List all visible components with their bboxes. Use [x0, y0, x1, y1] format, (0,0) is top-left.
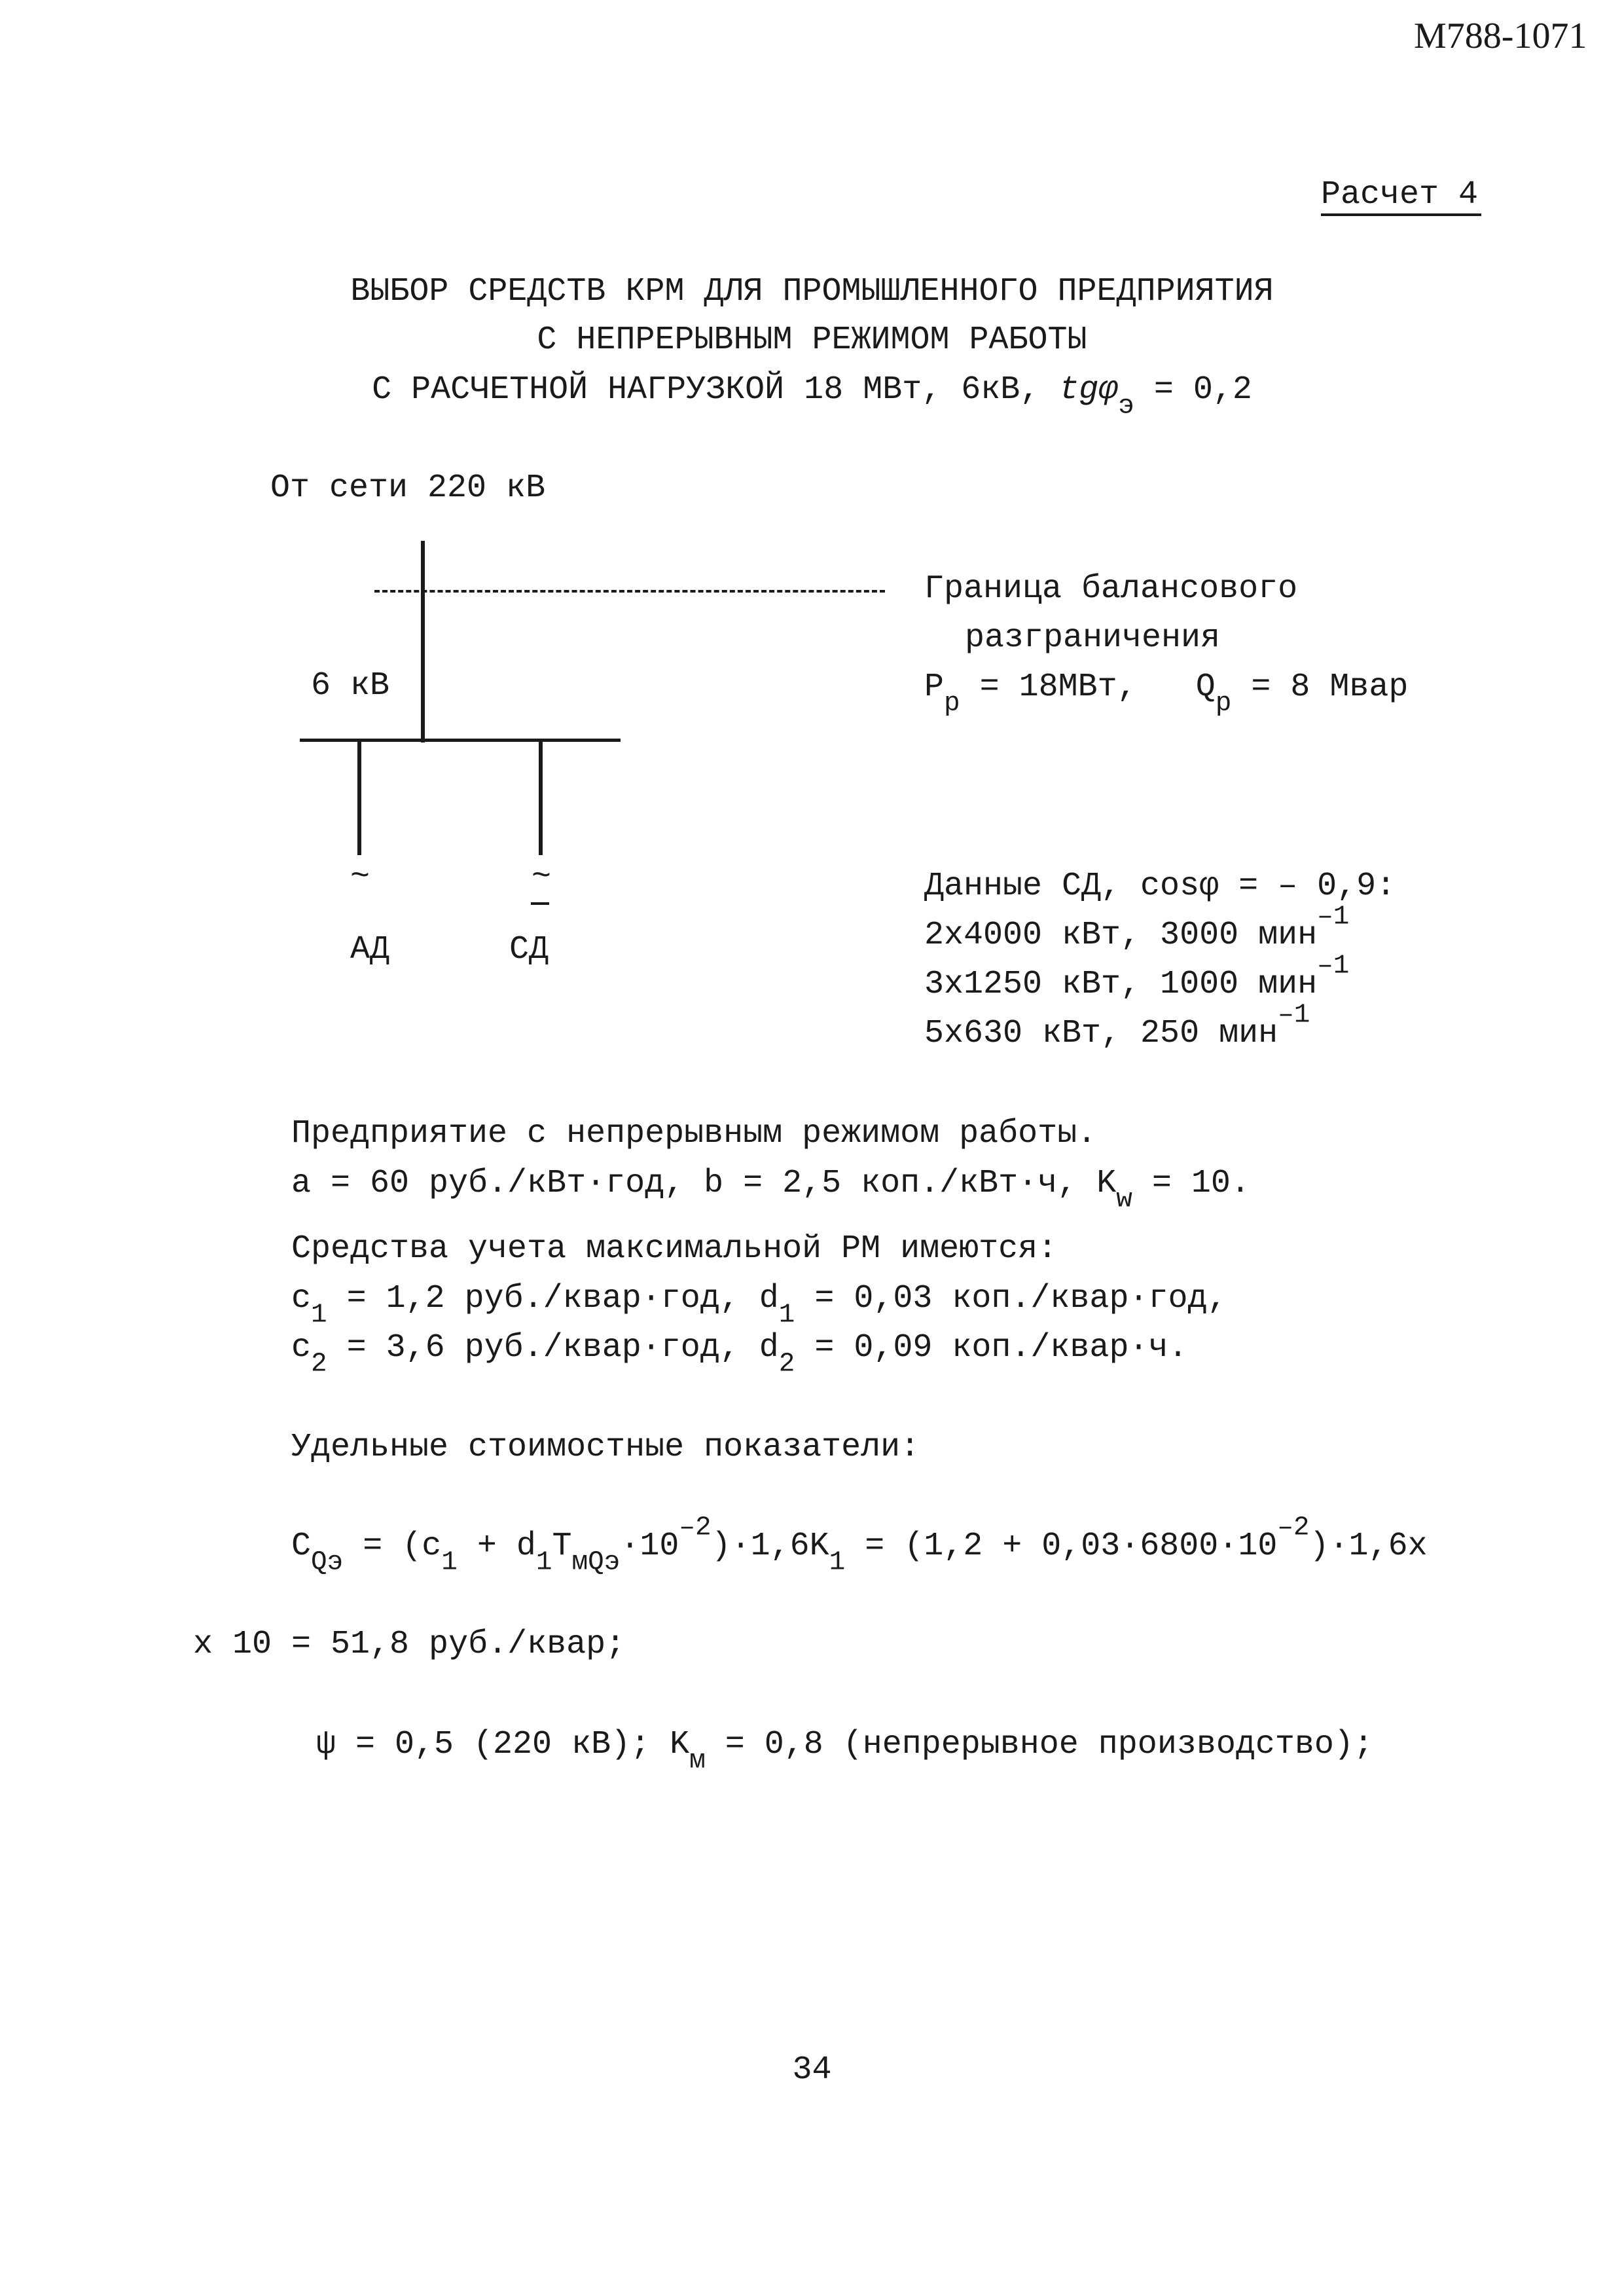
pp-symbol: P — [924, 669, 945, 706]
source-label: От сети 220 кВ — [270, 469, 546, 507]
feeder-line-sd — [539, 742, 543, 855]
pp-value: = 18МВт, — [960, 669, 1137, 706]
ad-label: АД — [350, 931, 390, 968]
c2-symbol: c — [291, 1329, 312, 1366]
d1-value: = 0,03 коп./квар·год, — [795, 1280, 1227, 1317]
coefficient-c2 — [291, 1329, 1188, 1380]
sd-item-2-text: 3x1250 кВт, 1000 мин — [924, 966, 1318, 1003]
title-line-3-prefix: С РАСЧЕТНОЙ НАГРУЗКОЙ 18 МВт, 6кВ, — [372, 371, 1060, 409]
paragraph-unit-costs: Удельные стоимостные показатели: — [291, 1429, 920, 1466]
incoming-line — [421, 541, 425, 742]
bus-voltage-label: 6 кВ — [311, 667, 390, 705]
f1-d-subscript: 1 — [829, 1547, 846, 1578]
boundary-label-1: Граница балансового — [924, 570, 1298, 608]
psi-text: ψ = 0,5 (220 кВ); K — [316, 1726, 690, 1763]
f1-exponent-1: –2 — [679, 1512, 712, 1543]
f1-a-subscript: 1 — [441, 1547, 458, 1578]
calculation-digit: 4 — [1458, 176, 1479, 213]
bus-bar-6kv — [300, 739, 621, 742]
tg-phi: tgφ — [1059, 371, 1119, 409]
km-text: = 0,8 (непрерывное производство); — [705, 1726, 1373, 1763]
tariff-end: = 10. — [1132, 1165, 1250, 1202]
f1-b-subscript: 1 — [535, 1547, 552, 1578]
sd-item-3 — [924, 1000, 1310, 1054]
d1-subscript: 1 — [778, 1300, 795, 1330]
document-code: М788-1071 — [1414, 16, 1587, 56]
sd-item-1-text: 2x4000 кВт, 3000 мин — [924, 917, 1318, 954]
d2-subscript: 2 — [778, 1349, 795, 1380]
sd-item-3-exponent: –1 — [1278, 1000, 1310, 1031]
coefficient-c1 — [291, 1279, 1227, 1330]
f1-exponent-2: –2 — [1277, 1512, 1310, 1543]
sd-label: СД — [509, 931, 549, 968]
f1-e: = (1,2 + 0,03·6800·10 — [845, 1528, 1278, 1565]
f1-c: C — [291, 1528, 312, 1565]
page-number: 34 — [792, 2051, 832, 2089]
calculation-underline — [1321, 213, 1481, 216]
f1-b: + d — [457, 1528, 536, 1565]
sd-item-1-exponent: –1 — [1317, 902, 1350, 932]
feeder-line-ad — [357, 742, 361, 855]
sd-motor-symbol: ~ — [532, 858, 552, 896]
tariff-text: a = 60 руб./кВт·год, b = 2,5 коп./кВт·ч, K — [291, 1165, 1117, 1202]
title-line-1: ВЫБОР СРЕДСТВ КРМ ДЛЯ ПРОМЫШЛЕННОГО ПРЕДПРИЯТИЯ — [350, 273, 1274, 310]
c1-subscript: 1 — [311, 1300, 327, 1330]
qp-value: = 8 Мвар — [1231, 669, 1409, 706]
sd-motor-symbol-bar — [531, 902, 549, 905]
sd-item-3-text: 5x630 кВт, 250 мин — [924, 1015, 1278, 1052]
kw-subscript: w — [1116, 1184, 1132, 1215]
calculation-label: Расчет — [1321, 176, 1439, 213]
paragraph-enterprise: Предприятие с непрерывным режимом работы. — [291, 1115, 1097, 1152]
paragraph-metering: Средства учета максимальной РМ имеются: — [291, 1230, 1058, 1268]
f1-a: = (c — [343, 1528, 442, 1565]
title-line-2: С НЕПРЕРЫВНЫМ РЕЖИМОМ РАБОТЫ — [537, 321, 1087, 359]
f1-t: T — [552, 1528, 572, 1565]
calculation-number — [1321, 175, 1478, 215]
d2-value: = 0,09 коп./квар·ч. — [795, 1329, 1188, 1366]
ad-motor-symbol: ~ — [350, 858, 370, 896]
c1-symbol: c — [291, 1280, 312, 1317]
c2-value: = 3,6 руб./квар·год, d — [327, 1329, 779, 1366]
power-values — [924, 668, 1409, 719]
boundary-label-2: разграничения — [965, 619, 1221, 657]
title-line-3-suffix: = 0,2 — [1134, 371, 1252, 409]
f1-t-subscript: мQэ — [571, 1547, 621, 1578]
sd-item-2 — [924, 951, 1350, 1004]
formula-cq — [291, 1512, 1428, 1578]
f1-pow: ·10 — [620, 1528, 679, 1565]
sd-item-1 — [924, 902, 1350, 955]
f1-d: )·1,6K — [711, 1528, 829, 1565]
title-line-3 — [0, 371, 1624, 422]
formula-cq-result: x 10 = 51,8 руб./квар; — [193, 1626, 626, 1663]
km-subscript: м — [689, 1746, 706, 1776]
c1-value: = 1,2 руб./квар·год, d — [327, 1280, 779, 1317]
pp-subscript: р — [944, 688, 960, 719]
formula-psi-km — [316, 1725, 1373, 1776]
qp-subscript: р — [1215, 688, 1232, 719]
sd-item-2-exponent: –1 — [1317, 951, 1350, 981]
f1-c-subscript: Qэ — [311, 1547, 344, 1578]
sd-data-title: Данные СД, cosφ = – 0,9: — [924, 868, 1396, 905]
balance-boundary-line — [374, 590, 885, 593]
f1-f: )·1,6x — [1309, 1528, 1428, 1565]
c2-subscript: 2 — [311, 1349, 327, 1380]
qp-symbol: Q — [1195, 669, 1216, 706]
tg-phi-subscript: э — [1118, 391, 1134, 422]
paragraph-tariff — [291, 1164, 1250, 1215]
